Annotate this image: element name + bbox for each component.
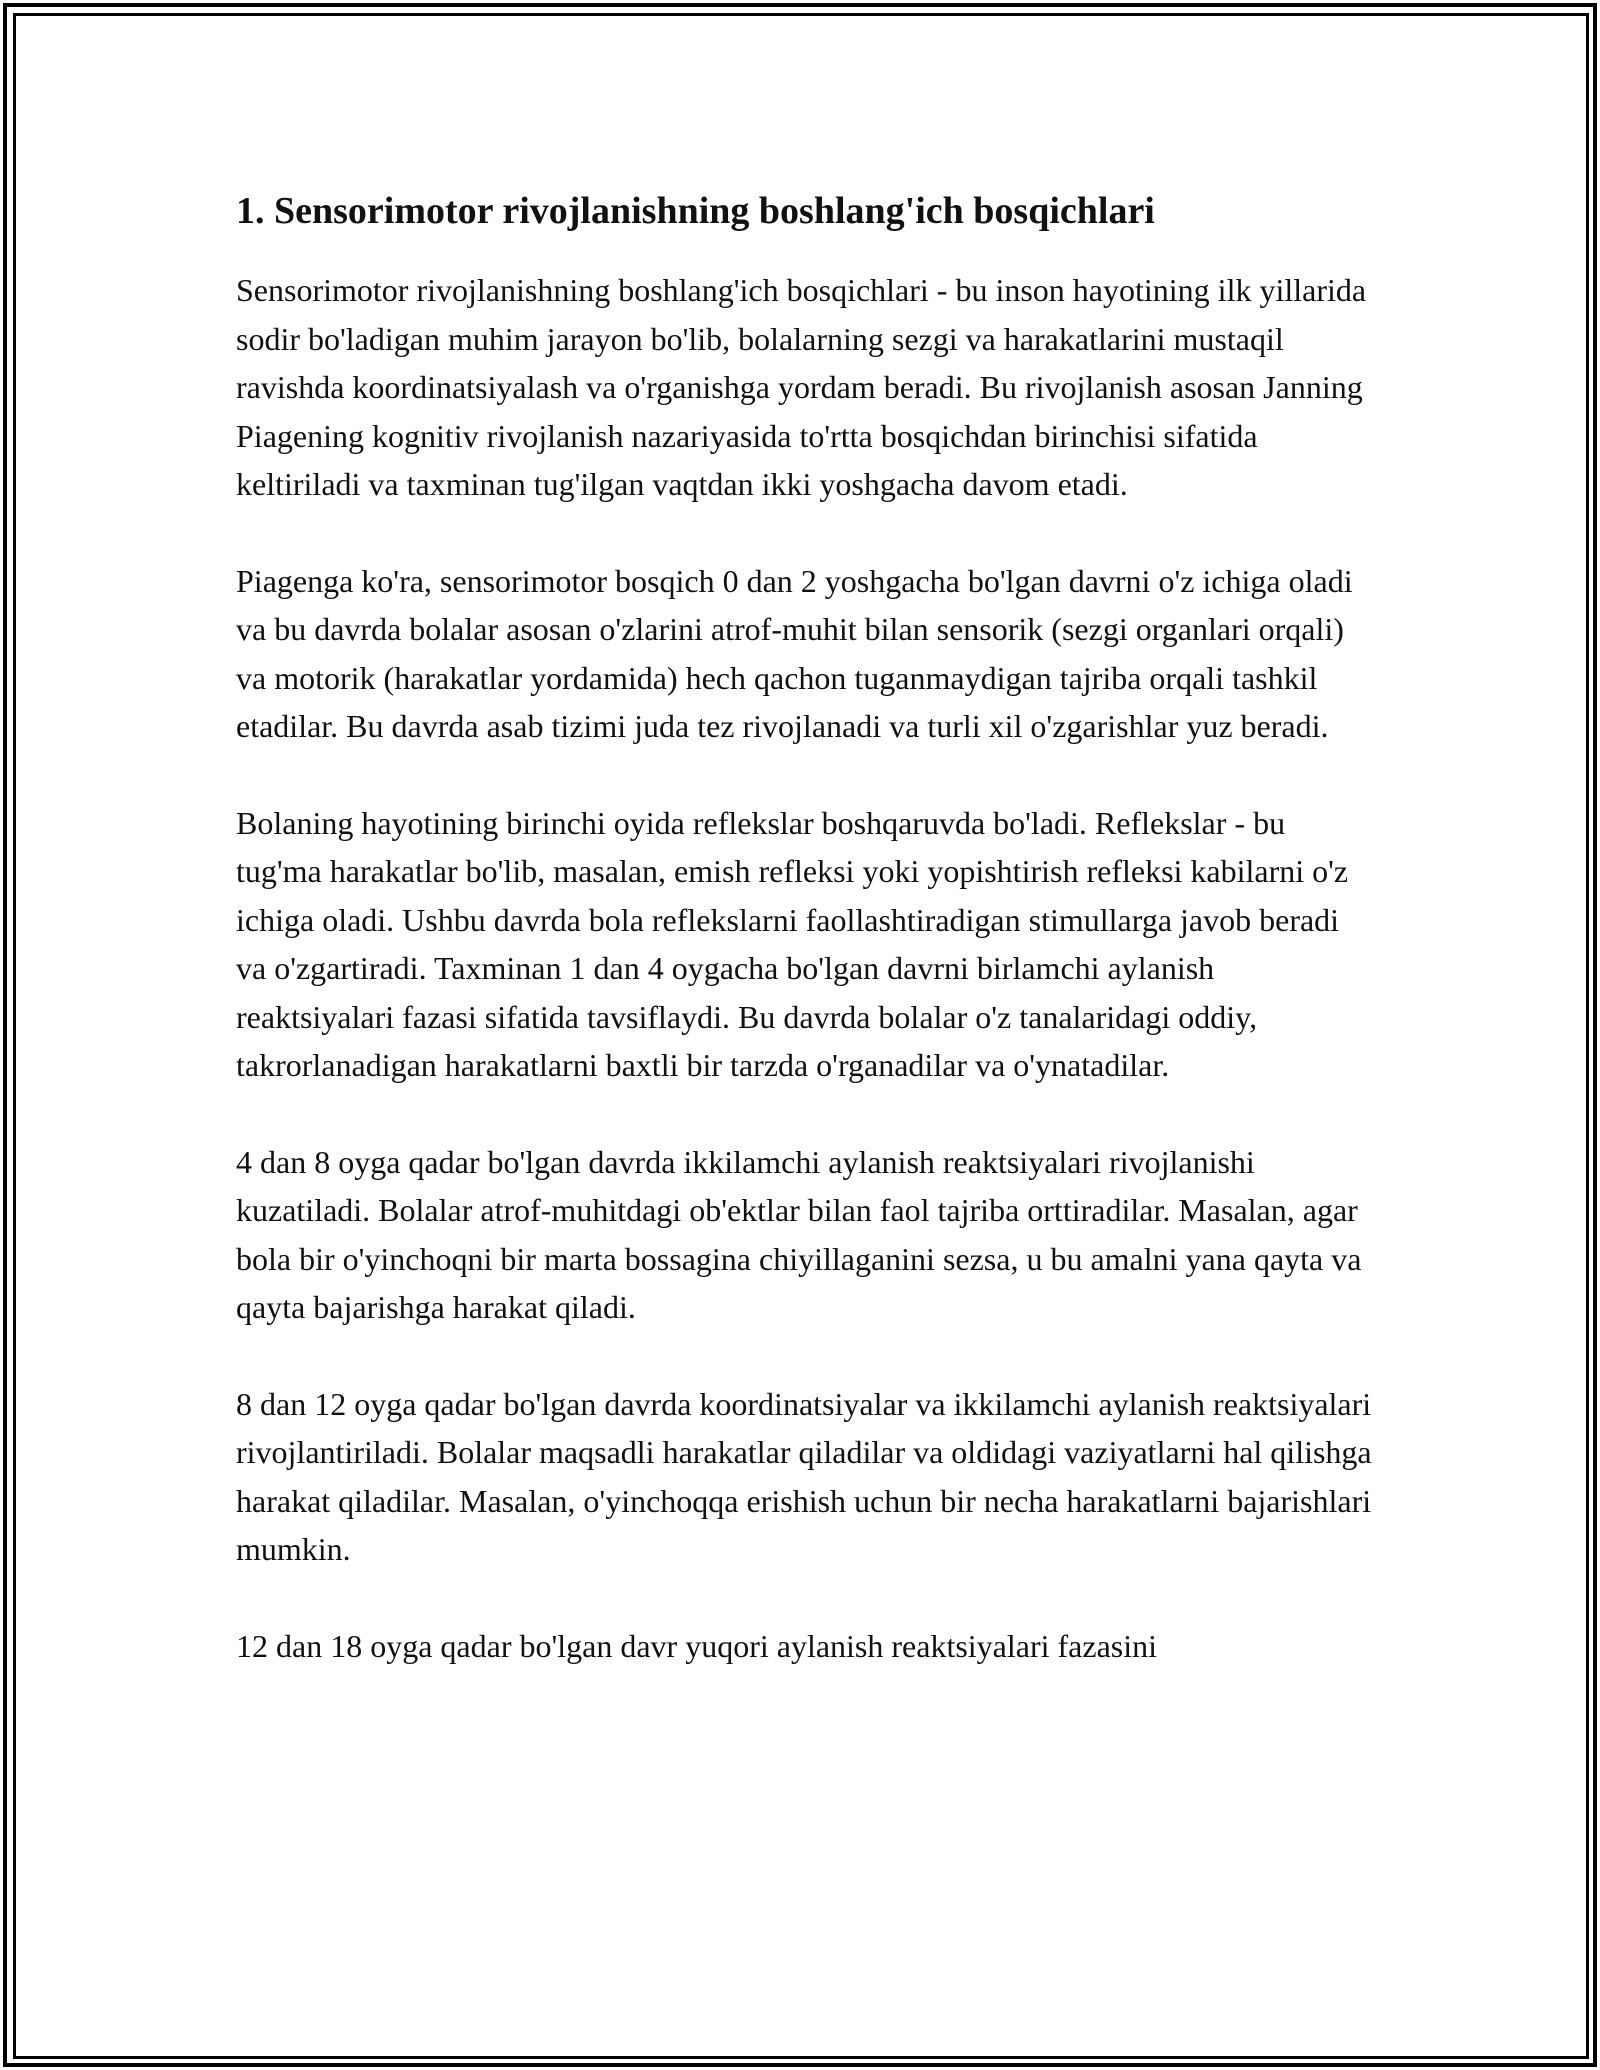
section-heading: 1. Sensorimotor rivojlanishning boshlang'ich bosqichlari <box>236 190 1155 232</box>
paragraph-4: 4 dan 8 oyga qadar bo'lgan davrda ikkilamchi aylanish reaktsiyalari rivojlanishi kuzatiladi. Bolalar atrof-muhitdagi ob'ektlar bilan faol tajriba orttiradilar. Masalan, agar bola bir o'yinchoqni bir marta bossagina chiyillaganini sezsa, u bu amalni yana qayta va qayta bajarishga harakat qiladi. <box>236 1143 1362 1325</box>
paragraph-5: 8 dan 12 oyga qadar bo'lgan davrda koordinatsiyalar va ikkilamchi aylanish reaktsiyalari rivojlantiriladi. Bolalar maqsadli harakatlar qiladilar va oldidagi vaziyatlarni hal qilishga harakat qiladilar. Masalan, o'yinchoqqa erishish uchun bir necha harakatlarni bajarishlari mumkin. <box>236 1385 1372 1567</box>
paragraph-6: 12 dan 18 oyga qadar bo'lgan davr yuqori aylanish reaktsiyalari fazasini <box>236 1627 1158 1664</box>
paragraph-1: Sensorimotor rivojlanishning boshlang'ich bosqichlari - bu inson hayotining ilk yillarida sodir bo'ladigan muhim jarayon bo'lib, bolalarning sezgi va harakatlarini mustaqil ravishda koordinatsiyalash va o'rganishga yordam beradi. Bu rivojlanish asosan Janning Piagening kognitiv rivojlanish nazariyasida to'rtta bosqichdan birinchisi sifatida keltiriladi va taxminan tug'ilgan vaqtdan ikki yoshgacha davom etadi. <box>236 272 1367 502</box>
document-page <box>236 186 1376 1718</box>
paragraph-3: Bolaning hayotining birinchi oyida reflekslar boshqaruvda bo'ladi. Reflekslar - bu tug'ma harakatlar bo'lib, masalan, emish refleksi yoki yopishtirish refleksi kabilarni o'z ichiga oladi. Ushbu davrda bola reflekslarni faollashtiradigan stimullarga javob beradi va o'zgartiradi. Taxminan 1 dan 4 oygacha bo'lgan davrni birlamchi aylanish reaktsiyalari fazasi sifatida tavsiflaydi. Bu davrda bolalar o'z tanalaridagi oddiy, takrorlanadigan harakatlarni baxtli bir tarzda o'rganadilar va o'ynatadilar. <box>236 804 1349 1083</box>
paragraph-2: Piagenga ko'ra, sensorimotor bosqich 0 dan 2 yoshgacha bo'lgan davrni o'z ichiga oladi va bu davrda bolalar asosan o'zlarini atrof-muhit bilan sensorik (sezgi organlari orqali) va motorik (harakatlar yordamida) hech qachon tuganmaydigan tajriba orqali tashkil etadilar. Bu davrda asab tizimi juda tez rivojlanadi va turli xil o'zgarishlar yuz beradi. <box>236 562 1353 744</box>
